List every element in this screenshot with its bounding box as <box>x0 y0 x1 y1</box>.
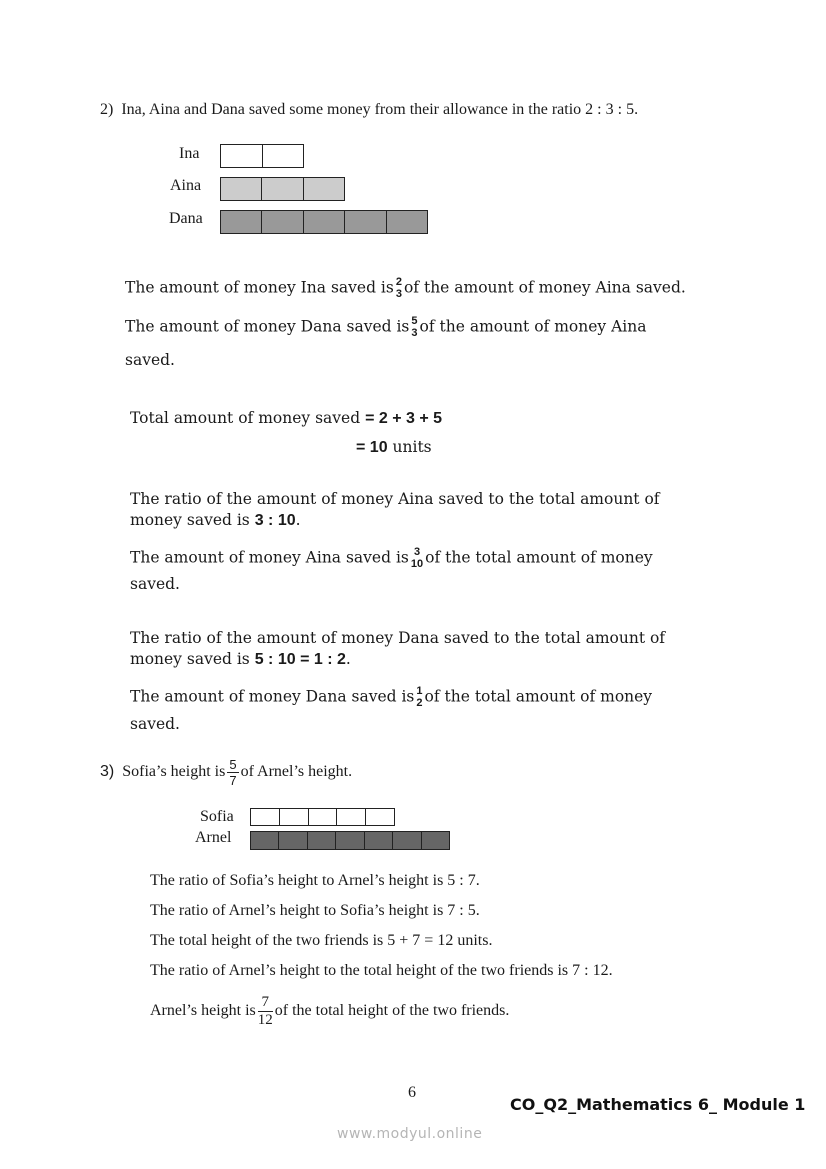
text: . <box>345 650 351 668</box>
total-result <box>356 438 432 457</box>
aina-fraction-statement <box>130 547 653 570</box>
text: of the total amount of money <box>425 548 653 567</box>
bar-unit <box>309 809 338 825</box>
denominator: 12 <box>257 1012 273 1028</box>
bar-arnel <box>250 831 450 850</box>
denominator: 10 <box>410 558 424 570</box>
text: . <box>295 511 301 529</box>
bar-unit <box>251 832 279 849</box>
text: of the amount of money Aina saved. <box>403 278 686 297</box>
problem-3-line: The ratio of Sofia’s height to Arnel’s height is 5 : 7. <box>150 872 480 889</box>
text: money saved is <box>130 511 250 529</box>
problem-3-line: The total height of the two friends is 5 + 7 = 12 units. <box>150 932 493 949</box>
text: The amount of money Dana saved is <box>125 317 410 336</box>
numerator: 3 <box>413 546 421 558</box>
bar-unit <box>345 211 386 233</box>
denominator: 3 <box>395 288 402 300</box>
bar-unit <box>221 211 262 233</box>
total-statement <box>130 409 442 428</box>
bar-unit <box>251 809 280 825</box>
arnel-fraction-statement <box>150 995 509 1028</box>
fraction <box>227 758 238 787</box>
bar-dana <box>220 210 428 234</box>
denominator: 2 <box>416 697 423 709</box>
bar-unit <box>422 832 449 849</box>
bar-label-ina: Ina <box>179 145 200 162</box>
text: of Arnel’s height. <box>240 763 353 781</box>
bar-unit <box>366 809 394 825</box>
bar-unit <box>279 832 307 849</box>
bar-unit <box>280 809 309 825</box>
bar-sofia <box>250 808 395 826</box>
fraction <box>416 686 422 709</box>
bar-unit <box>262 178 303 200</box>
denominator: 7 <box>229 773 237 788</box>
numerator: 7 <box>258 995 273 1012</box>
ratio-value: 3 : 10 <box>254 512 296 529</box>
bar-label-arnel: Arnel <box>195 829 232 846</box>
problem-3-line: The ratio of Arnel’s height to Sofia’s height is 7 : 5. <box>150 902 480 919</box>
total-unit: units <box>392 438 432 456</box>
problem-number: 3) <box>100 763 115 781</box>
text: Sofia’s height is <box>122 763 226 781</box>
problem-number: 2) <box>100 101 114 118</box>
bar-unit <box>262 211 303 233</box>
dana-fraction-continuation: saved. <box>130 715 180 733</box>
numerator: 1 <box>416 685 423 697</box>
numerator: 5 <box>411 315 418 327</box>
bar-unit <box>337 809 366 825</box>
text: The amount of money Ina saved is <box>125 278 394 297</box>
bar-ina <box>220 144 304 168</box>
ina-fraction-statement <box>125 277 686 300</box>
fraction <box>411 316 417 339</box>
bar-unit <box>221 145 263 167</box>
fraction <box>396 277 402 300</box>
bar-aina <box>220 177 345 201</box>
numerator: 2 <box>395 276 402 288</box>
aina-fraction-continuation: saved. <box>130 575 180 593</box>
bar-unit <box>365 832 393 849</box>
text: of the amount of money Aina <box>419 317 647 336</box>
text: of the total height of the two friends. <box>274 1002 510 1020</box>
total-expression: = 2 + 3 + 5 <box>365 410 443 427</box>
ratio-value: 5 : 10 = 1 : 2 <box>254 651 346 668</box>
bar-unit <box>263 145 304 167</box>
watermark: www.modyul.online <box>337 1126 483 1142</box>
text: of the total amount of money <box>424 687 653 706</box>
bar-unit <box>308 832 336 849</box>
aina-ratio-line1: The ratio of the amount of money Aina saved to the total amount of <box>130 490 660 508</box>
bar-unit <box>387 211 427 233</box>
module-code: CO_Q2_Mathematics 6_ Module 1 <box>510 1095 806 1114</box>
total-value: = 10 <box>356 439 388 456</box>
numerator: 5 <box>229 757 237 772</box>
bar-unit <box>336 832 364 849</box>
problem-text: Ina, Aina and Dana saved some money from their allowance in the ratio 2 : 3 : 5. <box>121 101 639 118</box>
fraction <box>258 995 273 1028</box>
text: The amount of money Aina saved is <box>130 548 409 567</box>
bar-unit <box>304 178 344 200</box>
dana-ratio-line2 <box>130 650 351 669</box>
bar-label-dana: Dana <box>169 210 203 227</box>
fraction <box>411 547 423 570</box>
bar-unit <box>304 211 345 233</box>
bar-label-sofia: Sofia <box>200 808 234 825</box>
text: The amount of money Dana saved is <box>130 687 415 706</box>
dana-aina-fraction-statement <box>125 316 646 339</box>
dana-fraction-statement <box>130 686 652 709</box>
page-number: 6 <box>408 1084 416 1101</box>
bar-label-aina: Aina <box>170 177 202 194</box>
dana-aina-fraction-continuation: saved. <box>125 351 175 369</box>
bar-unit <box>221 178 262 200</box>
text: Arnel’s height is <box>150 1002 256 1020</box>
text: money saved is <box>130 650 250 668</box>
problem-2-statement <box>100 101 638 119</box>
bar-unit <box>393 832 421 849</box>
aina-ratio-line2 <box>130 511 301 530</box>
problem-3-line: The ratio of Arnel’s height to the total height of the two friends is 7 : 12. <box>150 962 613 979</box>
denominator: 3 <box>411 327 418 339</box>
dana-ratio-line1: The ratio of the amount of money Dana saved to the total amount of <box>130 629 666 647</box>
text: Total amount of money saved <box>130 409 361 427</box>
problem-3-statement <box>100 758 352 787</box>
